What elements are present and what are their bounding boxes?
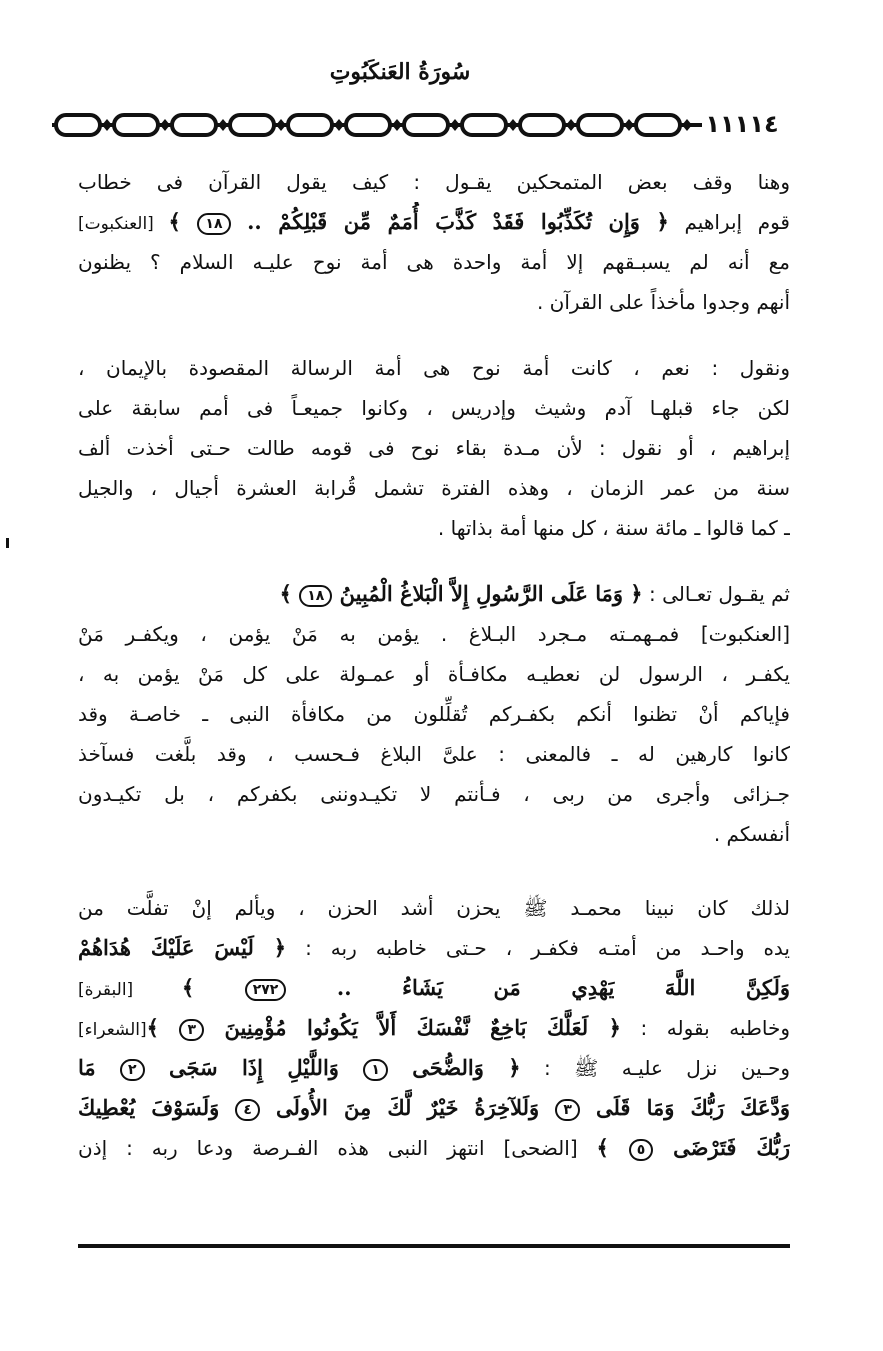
text-line: قوم إبراهيم ﴿ وَإِن تُكَذِّبُوا فَقَدْ كَذَّبَ أُمَمٌ مِّن قَبْلِكُمْ .. ١٨ ﴾ [العنكبوت] (78, 209, 790, 234)
ayah-number: ٢٧٢ (245, 979, 287, 1001)
ayah-number: ٢ (120, 1059, 145, 1081)
ayah-number: ٥ (629, 1139, 654, 1161)
quran-verse: ﴿ وَإِن تُكَذِّبُوا فَقَدْ كَذَّبَ أُمَمٌ مِّن قَبْلِكُمْ .. (230, 209, 669, 234)
text-line: ونقول : نعم ، كانت أمة نوح هى أمة الرسالة المقصودة بالإيمان ، (78, 356, 790, 380)
text-line: أنفسكم . (713, 822, 790, 846)
quran-verse: وَدَّعَكَ رَبُّكَ وَمَا قَلَى (579, 1095, 790, 1120)
paragraph-1 (78, 162, 790, 322)
text-line: [العنكبوت] فمـهمـته مـجرد البـلاغ . يؤمن به مَنْ يؤمن ، ويكفـر مَنْ (78, 622, 790, 646)
quran-verse: وَلَكِنَّ اللَّهَ يَهْدِي مَن يَشَاءُ .. (286, 975, 790, 1000)
text-line: وخاطبه بقوله : ﴿ لَعَلَّكَ بَاخِعٌ نَّفْسَكَ أَلاَّ يَكُونُوا مُؤْمِنِينَ ٣ ﴾[الشعراء] (78, 1015, 790, 1040)
text-line: فإياكم أنْ تظنوا أنكم بكفـركم تُقلِّلون من مكافأة النبى ـ خاصـة وقد (78, 702, 790, 726)
text-line: إبراهيم ، أو نقول : لأن مـدة بقاء نوح فى قومه طالت حـتى أخذت ألف (78, 436, 790, 460)
text-line: سنة من عمر الزمان ، وهذه الفترة تشمل قُرابة العشرة أجيال ، والجيل (78, 476, 790, 500)
surah-title: سُورَةُ العَنكَبُوتِ (329, 59, 471, 85)
text-line: ثم يقـول تعـالى : ﴿ وَمَا عَلَى الرَّسُولِ إِلاَّ الْبَلاغُ الْمُبِينُ ١٨ ﴾ (279, 581, 790, 606)
surah-reference: [الشعراء] (78, 1020, 147, 1040)
text-line: رَبُّكَ فَتَرْضَى ٥ ﴾ [الضحى] انتهز النبى هذه الفـرصة ودعا ربه : إذن (78, 1135, 790, 1160)
ayah-number: ١ (363, 1059, 388, 1081)
text-line: وَدَّعَكَ رَبُّكَ وَمَا قَلَى ٣ وَلَلآخِرَةُ خَيْرٌ لَّكَ مِنَ الأُولَى ٤ وَلَسَوْفَ يُعْطِيكَ (78, 1095, 790, 1120)
quran-verse: ﴿ لَيْسَ عَلَيْكَ هُدَاهُمْ (78, 935, 287, 960)
text-line: يكفـر ، الرسول لن نعطيـه مكافـأة أو عمـولة على كل مَنْ يؤمن به ، (78, 662, 790, 686)
quran-verse: ﴿ وَمَا عَلَى الرَّسُولِ إِلاَّ الْبَلاغُ الْمُبِينُ (332, 581, 643, 606)
ayah-number: ١٨ (299, 585, 332, 607)
text-line: مع أنه لم يسبـقهم إلا أمة واحدة هى أمة نوح عليـه السلام ؟ يظنون (78, 250, 790, 274)
page-number: ١١١١٤ (702, 108, 782, 140)
text-line: وحـين نزل عليـه ﷺ : ﴿ وَالضُّحَى ١ وَاللَّيْلِ إِذَا سَجَى ٢ مَا (78, 1055, 790, 1080)
text-line: أنهم وجدوا مأخذاً على القرآن . (536, 290, 790, 314)
paragraph-3 (78, 574, 790, 854)
quran-verse: ﴿ وَالضُّحَى (387, 1055, 521, 1080)
text-line: جـزائى وأجرى من ربى ، فـأنتم لا تكيـدوننى بكفركم ، بل تكيـدون (78, 782, 790, 806)
text-line: وهنا وقف بعض المتمحكين يقـول : كيف يقول القرآن فى خطاب (78, 170, 790, 194)
footer-rule (78, 1244, 790, 1248)
surah-reference: [العنكبوت] (78, 214, 169, 234)
paragraph-4 (78, 888, 790, 1168)
text-line: وَلَكِنَّ اللَّهَ يَهْدِي مَن يَشَاءُ .. ٢٧٢ ﴾ [البقرة] (78, 975, 790, 1000)
header-ornament (52, 110, 782, 140)
text-line: ـ كما قالوا ـ مائة سنة ، كل منها أمة بذاتها . (437, 516, 790, 540)
text-line: لكن جاء قبلهـا آدم وشيث وإدريس ، وكانوا جميعـاً فى أمم سابقة على (78, 396, 790, 420)
ayah-number: ٣ (179, 1019, 204, 1041)
text-line: لذلك كان نبينا محمـد ﷺ يحزن أشد الحزن ، ويألم إنْ تفلَّت من (78, 896, 790, 920)
text-line: كانوا كارهين له ـ فالمعنى : علىَّ البلاغ فـحسب ، وقد بلَّغت فسآخذ (78, 742, 790, 766)
margin-mark (6, 538, 9, 548)
paragraph-2 (78, 348, 790, 548)
quran-verse: ﴿ لَعَلَّكَ بَاخِعٌ نَّفْسَكَ أَلاَّ يَكُونُوا مُؤْمِنِينَ (204, 1015, 621, 1040)
surah-reference: [البقرة] (78, 980, 182, 1000)
quran-verse: رَبُّكَ فَتَرْضَى (653, 1135, 790, 1160)
text-line: يده واحـد من أمتـه فكفـر ، حـتى خاطبه ربه : ﴿ لَيْسَ عَلَيْكَ هُدَاهُمْ (78, 935, 790, 960)
ayah-number: ١٨ (197, 213, 230, 235)
ayah-number: ٣ (555, 1099, 580, 1121)
ayah-number: ٤ (235, 1099, 260, 1121)
